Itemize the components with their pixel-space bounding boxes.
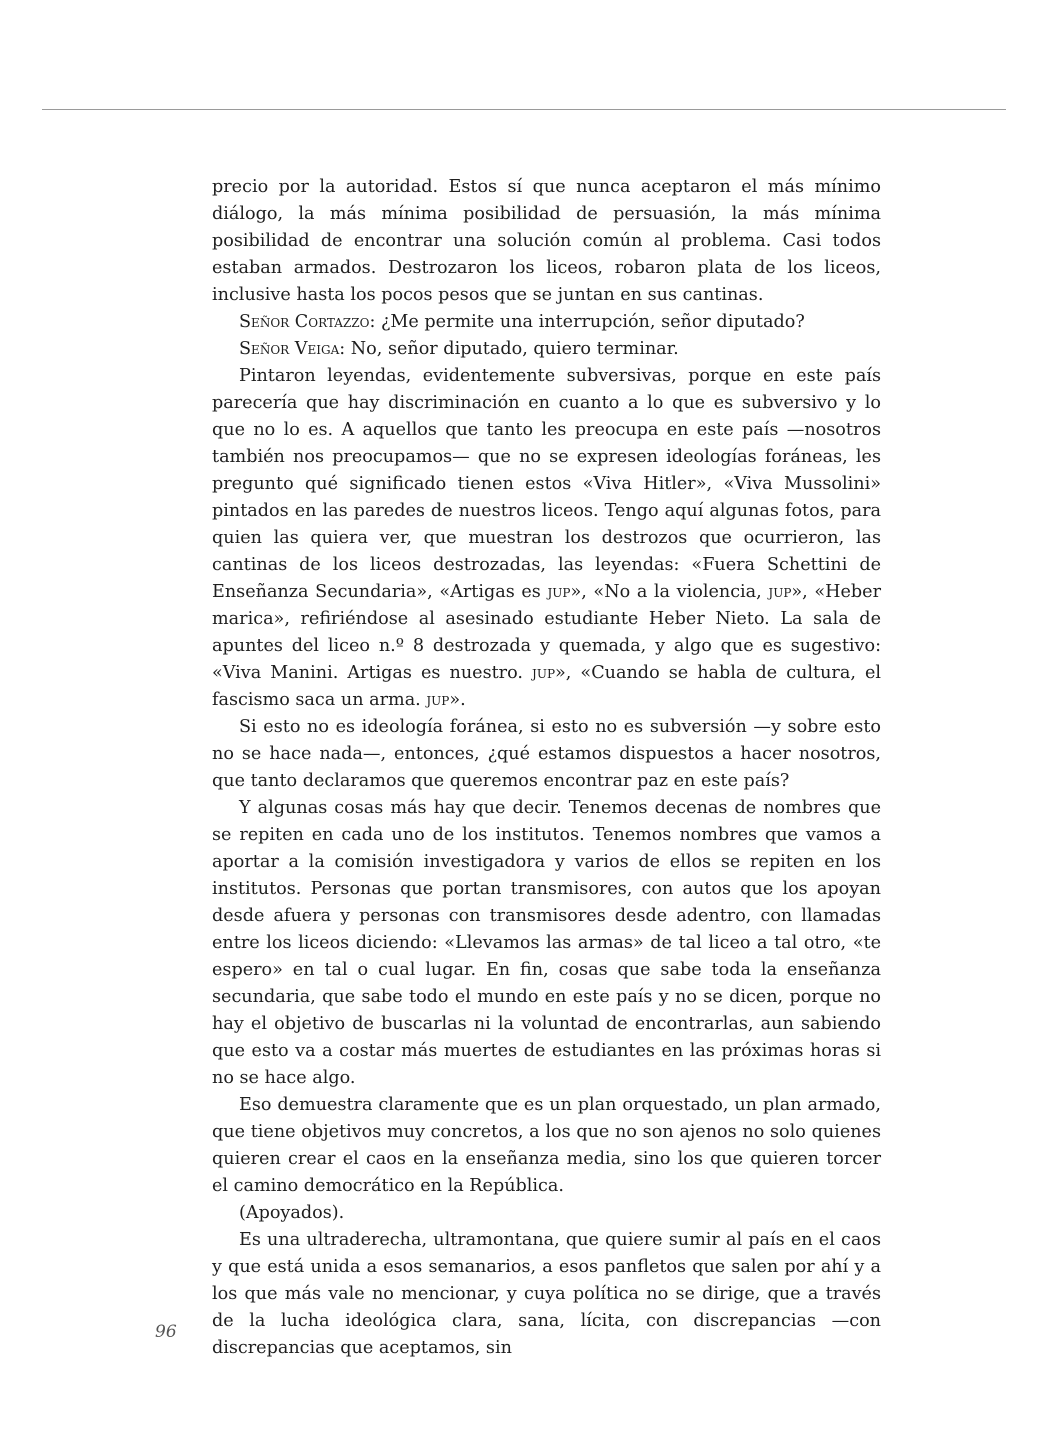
speaker-name: Señor Cortazzo	[239, 312, 370, 332]
dialogue-text: : No, señor diputado, quiero terminar.	[339, 339, 679, 359]
paragraph: Si esto no es ideología foránea, si esto no es subversión —y sobre esto no se hace nada—, entonces, ¿qué estamos dispuestos a hacer nosotros, que tanto declaramos que queremos encontrar paz en este país?	[212, 717, 881, 791]
speaker-name: Señor Veiga	[239, 339, 340, 359]
page-number: 96	[155, 1322, 177, 1342]
paragraph: Pintaron leyendas, evidentemente subversivas, porque en este país parecería que hay discriminación en cuanto a lo que es subversivo y lo que no lo es. A aquellos que tanto les preocupa en este país —nosotros también nos preocupamos— que no se expresen ideologías foráneas, les pregunto qué significado tienen estos «Viva Hitler», «Viva Mussolini» pintados en las paredes de nuestros liceos. Tengo aquí algunas fotos, para quien las quiera ver, que muestran los destrozos que ocurrieron, las cantinas de los liceos destrozadas, las leyendas: «Fuera Schettini de Enseñanza Secundaria», «Artigas es jup», «No a la violencia, jup», «Heber marica», refiriéndose al asesinado estudiante Heber Nieto. La sala de apuntes del liceo n.º 8 destrozada y quemada, y algo que es sugestivo: «Viva Manini. Artigas es nuestro. jup», «Cuando se habla de cultura, el fascismo saca un arma. jup».	[212, 366, 882, 710]
paragraph: Es una ultraderecha, ultramontana, que quiere sumir al país en el caos y que está unida a esos semanarios, a esos panfletos que salen por ahí y a los que más vale no mencionar, y cuya política no se dirige, que a través de la lucha ideológica clara, sana, lícita, con discrepancias —con discrepancias que aceptamos, sin	[212, 1230, 881, 1358]
dialogue-text: : ¿Me permite una interrupción, señor diputado?	[369, 312, 805, 332]
paragraph: (Apoyados).	[239, 1203, 345, 1223]
dialogue-line	[212, 309, 881, 336]
header-rule	[42, 109, 1006, 110]
dialogue-line	[212, 336, 881, 363]
paragraph: Y algunas cosas más hay que decir. Tenemos decenas de nombres que se repiten en cada uno de los institutos. Tenemos nombres que vamos a aportar a la comisión investigadora y varios de ellos se repiten en los institutos. Personas que portan transmisores, con autos que los apoyan desde afuera y personas con transmisores desde adentro, con llamadas entre los liceos diciendo: «Llevamos las armas» de tal liceo a tal otro, «te espero» en tal o cual lugar. En fin, cosas que sabe toda la enseñanza secundaria, que sabe todo el mundo en este país y no se dicen, porque no hay el objetivo de buscarlas ni la voluntad de encontrarlas, aun sabiendo que esto va a costar más muertes de estudiantes en las próximas horas si no se hace algo.	[212, 798, 881, 1088]
paragraph: precio por la autoridad. Estos sí que nunca aceptaron el más mínimo diálogo, la más mínima posibilidad de persuasión, la más mínima posibilidad de encontrar una solución común al problema. Casi todos estaban armados. Destrozaron los liceos, robaron plata de los liceos, inclusive hasta los pocos pesos que se juntan en sus cantinas.	[212, 177, 881, 305]
body-text	[212, 174, 881, 1362]
paragraph: Eso demuestra claramente que es un plan orquestado, un plan armado, que tiene objetivos muy concretos, a los que no son ajenos no solo quienes quieren crear el caos en la enseñanza media, sino los que quieren torcer el camino democrático en la República.	[212, 1095, 881, 1196]
